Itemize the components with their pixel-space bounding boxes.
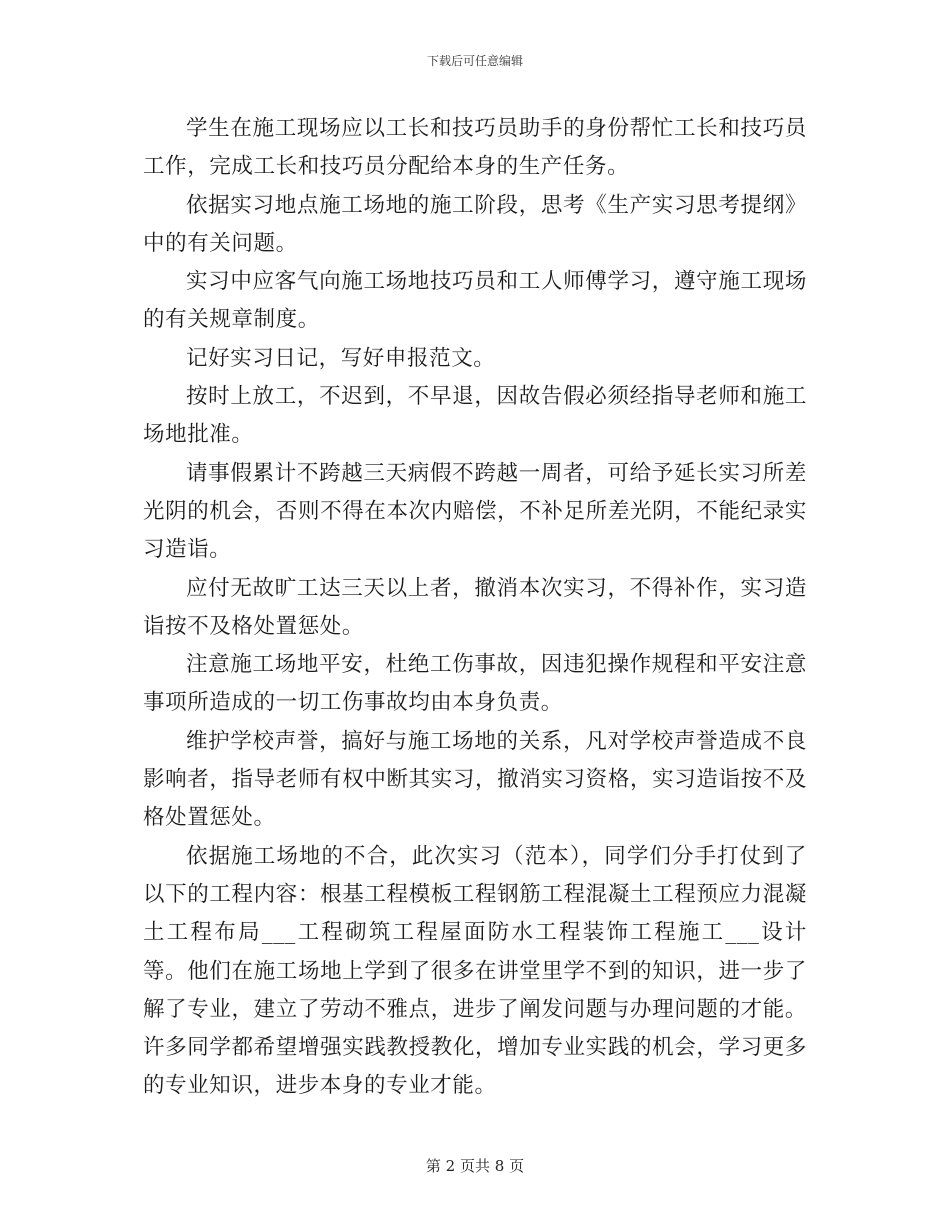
paragraph: 应付无故旷工达三天以上者，撤消本次实习，不得补作，实习造诣按不及格处置惩处。 <box>143 575 807 639</box>
document-body <box>143 110 807 1106</box>
paragraph: 实习中应客气向施工场地技巧员和工人师傅学习，遵守施工现场的有关规章制度。 <box>143 269 807 333</box>
paragraph: 注意施工场地平安，杜绝工伤事故，因违犯操作规程和平安注意事项所造成的一切工伤事故均由本身负责。 <box>143 652 807 716</box>
paragraph: 请事假累计不跨越三天病假不跨越一周者，可给予延长实习所差光阴的机会，否则不得在本次内赔偿，不补足所差光阴，不能纪录实习造诣。 <box>143 460 807 563</box>
paragraph: 按时上放工，不迟到，不早退，因故告假必须经指导老师和施工场地批准。 <box>143 384 807 448</box>
paragraph: 学生在施工现场应以工长和技巧员助手的身份帮忙工长和技巧员工作，完成工长和技巧员分配给本身的生产任务。 <box>143 116 807 180</box>
page-number-footer: 第 2 页共 8 页 <box>425 1157 525 1175</box>
paragraph: 记好实习日记，写好申报范文。 <box>186 345 496 371</box>
paragraph: 维护学校声誉，搞好与施工场地的关系，凡对学校声誉造成不良影响者，指导老师有权中断其实习，撤消实习资格，实习造诣按不及格处置惩处。 <box>143 728 807 831</box>
paragraph: 依据实习地点施工场地的施工阶段，思考《生产实习思考提纲》中的有关问题。 <box>143 192 807 256</box>
page-header: 下载后可任意编辑 <box>426 54 523 68</box>
paragraph: 依据施工场地的不合，此次实习（范本），同学们分手打仗到了以下的工程内容：根基工程模板工程钢筋工程混凝土工程预应力混凝土工程布局___工程砌筑工程屋面防水工程装饰工程施工___设计等。他们在施工场地上学到了很多在讲堂里学不到的知识，进一步了解了专业，建立了劳动不雅点，进步了阐发问题与办理问题的才能。许多同学都希望增强实践教授教化，增加专业实践的机会，学习更多的专业知识，进步本身的专业才能。 <box>143 843 807 1099</box>
